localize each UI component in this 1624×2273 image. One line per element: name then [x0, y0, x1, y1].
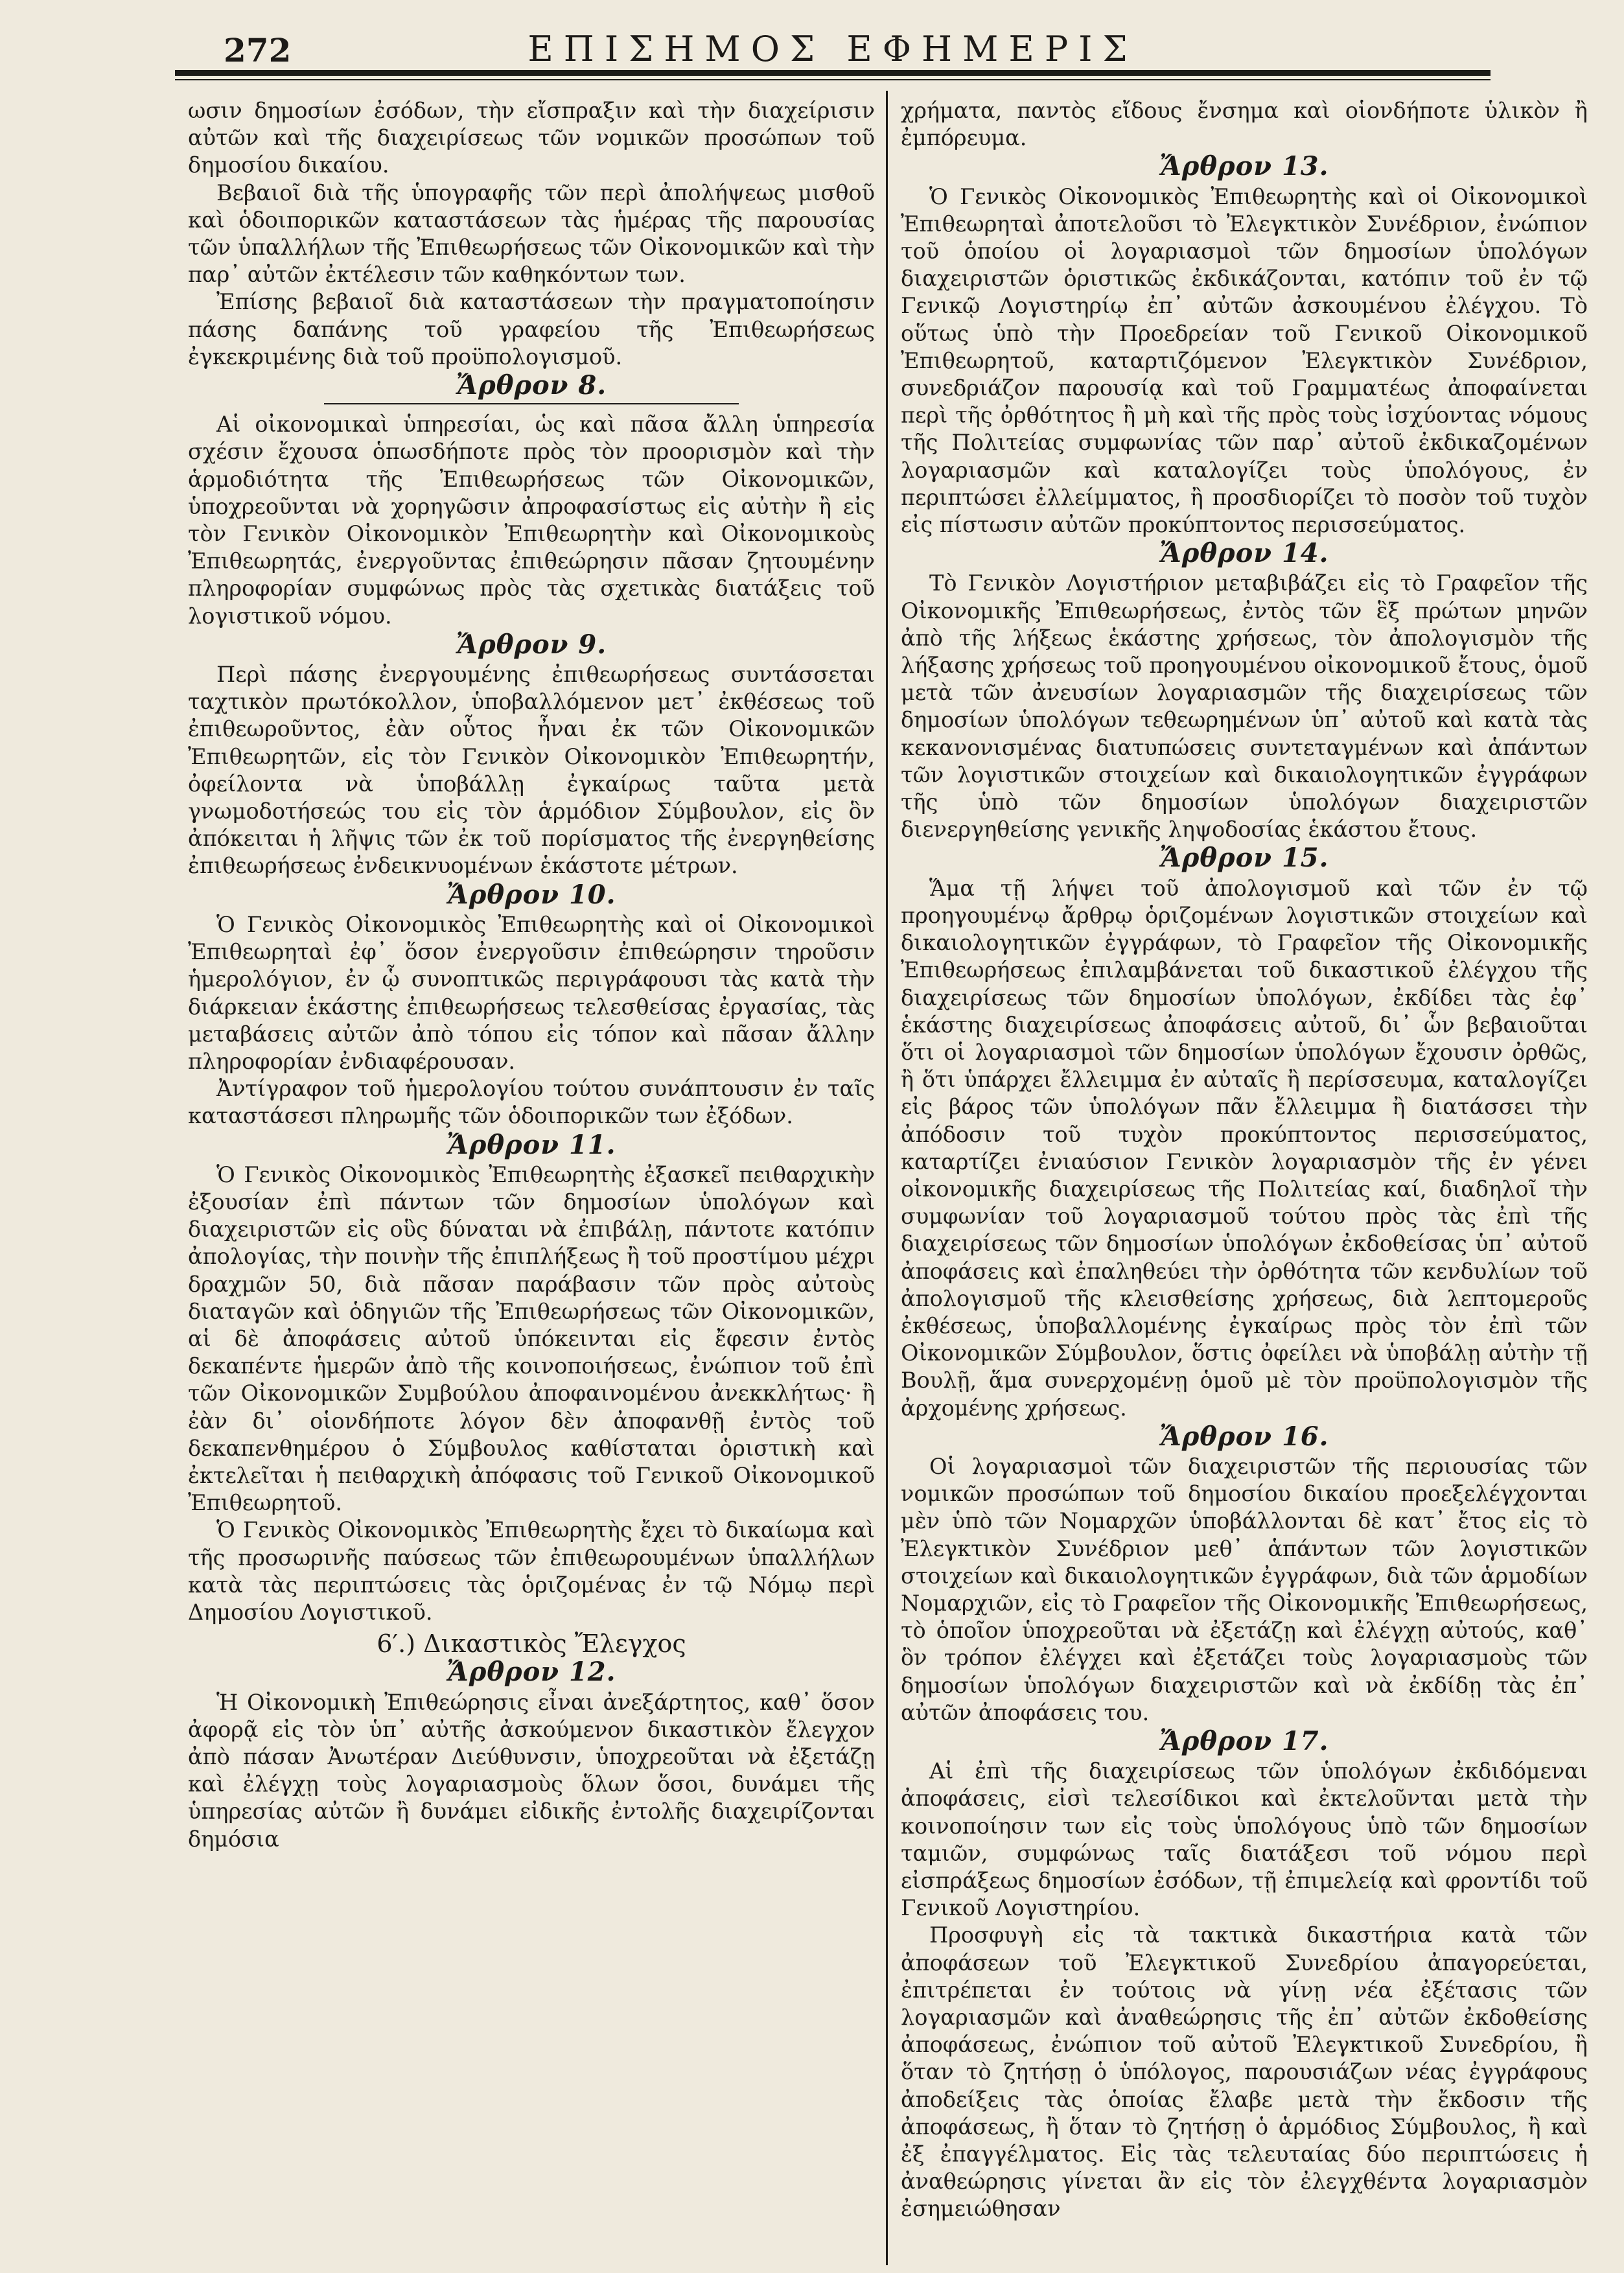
column-divider — [886, 91, 888, 2265]
paragraph: χρήματα, παντὸς εἴδους ἔνσημα καὶ οἱονδήποτε ὑλικὸν ἢ ἐμπόρευμα. — [901, 98, 1588, 151]
paragraph: Οἱ λογαριασμοὶ τῶν διαχειριστῶν τῆς περιουσίας τῶν νομικῶν προσώπων τοῦ δημοσίου δικαίου προεξελέγχονται μὲν ὑπὸ τῶν Νομαρχῶν ὑποβάλλονται δὲ κατ᾽ ἔτος εἰς τὸ Ἐλεγκτικὸν Συνέδριον μεθ᾽ ἁπάντων τῶν λογιστικῶν στοιχείων καὶ δικαιολογητικῶν ἐγγράφων, διὰ τῶν ἁρμοδίων Νομαρχιῶν, εἰς τὸ Γραφεῖον τῆς Οἰκονομικῆς Ἐπιθεωρήσεως, τὸ ὁποῖον ὑποχρεοῦται νὰ ἐξετάζῃ καὶ ἐλέγχῃ αὐτούς, καθ᾽ ὃν τρόπον ἐλέγχει καὶ ἐξετάζει τοὺς λογαριασμοὺς τῶν δημοσίων ὑπολόγων διαχειριστῶν καὶ νὰ ἐκδίδῃ τὰς ἐπ᾽ αὐτῶν ἀποφάσεις του. — [901, 1453, 1588, 1725]
paragraph: Ἐπίσης βεβαιοῖ διὰ καταστάσεων τὴν πραγματοποίησιν πάσης δαπάνης τοῦ γραφείου τῆς Ἐπιθεωρήσεως ἐγκεκριμένης διὰ τοῦ προϋπολογισμοῦ. — [188, 289, 875, 369]
article-rule — [324, 403, 739, 404]
article-heading-16: Ἄρθρον 16. — [1159, 1421, 1329, 1452]
paragraph: Τὸ Γενικὸν Λογιστήριον μεταβιβάζει εἰς τὸ Γραφεῖον τῆς Οἰκονομικῆς Ἐπιθεωρήσεως, ἐντὸς τῶν ἓξ πρώτων μηνῶν ἀπὸ τῆς λήξεως ἑκάστης χρήσεως, τὸν ἀπολογισμὸν τῆς λήξασης χρήσεως τοῦ προηγουμένου οἰκονομικοῦ ἔτους, ὁμοῦ μετὰ τῶν ἀνευσίων λογαριασμῶν τῆς διαχειρίσεως τῶν δημοσίων ὑπολόγων τεθεωρημένων ὑπ᾽ αὐτοῦ καὶ κατὰ τὰς κεκανονισμένας διατυπώσεις συντεταγμένων καὶ ἁπάντων τῶν λογιστικῶν στοιχείων καὶ δικαιολογητικῶν ἐγγράφων τῆς ὑπὸ τῶν δημοσίων ὑπολόγων διαχειριστῶν διενεργηθείσης γενικῆς ληψοδοσίας ἑκάστου ἔτους. — [901, 570, 1588, 843]
article-heading-17: Ἄρθρον 17. — [1159, 1725, 1329, 1756]
left-column — [188, 97, 875, 1853]
header-rule-thin — [175, 79, 1491, 80]
article-heading-12: Ἄρθρον 12. — [447, 1657, 616, 1688]
article-heading-11: Ἄρθρον 11. — [447, 1129, 616, 1160]
page-header — [175, 26, 1491, 71]
paragraph: Βεβαιοῖ διὰ τῆς ὑπογραφῆς τῶν περὶ ἀπολήψεως μισθοῦ καὶ ὁδοιπορικῶν καταστάσεων τὰς ἡμέρας τῆς παρουσίας τῶν ὑπαλλήλων τῆς Ἐπιθεωρήσεως τῶν Οἰκονομικῶν καὶ τὴν παρ᾽ αὐτῶν ἐκτέλεσιν τῶν καθηκόντων των. — [188, 180, 875, 288]
gazette-title: ΕΠΙΣΗΜΟΣ ΕΦΗΜΕΡΙΣ — [528, 29, 1138, 69]
paragraph: Ἀντίγραφον τοῦ ἡμερολογίου τούτου συνάπτουσιν ἐν ταῖς καταστάσεσι πληρωμῆς τῶν ὁδοιπορικῶν των ἐξόδων. — [188, 1076, 875, 1129]
article-heading-15: Ἄρθρον 15. — [1159, 843, 1329, 874]
article-heading-13: Ἄρθρον 13. — [1159, 151, 1329, 182]
header-rule — [175, 70, 1491, 76]
article-heading-10: Ἄρθρον 10. — [447, 879, 616, 910]
paragraph: Αἱ ἐπὶ τῆς διαχειρίσεως τῶν ὑπολόγων ἐκδιδόμεναι ἀποφάσεις, εἰσὶ τελεσίδικοι καὶ ἐκτελοῦνται μετὰ τὴν κοινοποίησιν των εἰς τοὺς ὑπολόγους ὑπὸ τῶν δημοσίων ταμιῶν, συμφώνως ταῖς διατάξεσι τοῦ νόμου περὶ εἰσπράξεως δημοσίων ἐσόδων, τῇ ἐπιμελείᾳ καὶ φροντίδι τοῦ Γενικοῦ Λογιστηρίου. — [901, 1758, 1588, 1921]
paragraph: Περὶ πάσης ἐνεργουμένης ἐπιθεωρήσεως συντάσσεται ταχτικὸν πρωτόκολλον, ὑποβαλλόμενον μετ᾽ ἐκθέσεως τοῦ ἐπιθεωροῦντος, ἐὰν οὗτος ἦναι ἐκ τῶν Οἰκονομικῶν Ἐπιθεωρητῶν, εἰς τὸν Γενικὸν Οἰκονομικὸν Ἐπιθεωρητήν, ὀφείλοντα νὰ ὑποβάλλῃ ἐγκαίρως ταῦτα μετὰ γνωμοδοτήσεώς του εἰς τὸν ἁρμόδιον Σύμβουλον, εἰς ὃν ἀπόκειται ἡ λῆψις τῶν ἐκ τοῦ πορίσματος τῆς ἐνεργηθείσης ἐπιθεωρήσεως ἐνδεικνυομένων ἑκάστοτε μέτρων. — [188, 662, 875, 879]
right-column — [901, 97, 1588, 2223]
paragraph: Ὁ Γενικὸς Οἰκονομικὸς Ἐπιθεωρητὴς ἐξασκεῖ πειθαρχικὴν ἐξουσίαν ἐπὶ πάντων τῶν δημοσίων ὑπολόγων καὶ διαχειριστῶν εἰς οὓς δύναται νὰ ἐπιβάλῃ, πάντοτε κατόπιν ἀπολογίας, τὴν ποινὴν τῆς ἐπιπλήξεως ἢ τοῦ προστίμου μέχρι δραχμῶν 50, διὰ πᾶσαν παράβασιν τῶν πρὸς αὐτοὺς διαταγῶν καὶ ὁδηγιῶν τῆς Ἐπιθεωρήσεως τῶν Οἰκονομικῶν, αἱ δὲ ἀποφάσεις αὐτοῦ ὑπόκεινται εἰς ἔφεσιν ἐντὸς δεκαπέντε ἡμερῶν ἀπὸ τῆς κοινοποιήσεως, ἐνώπιον τοῦ ἐπὶ τῶν Οἰκονομικῶν Συμβούλου ἀποφαινομένου ἀνεκκλήτως· ἢ ἐὰν δι᾽ οἱονδήποτε λόγον δὲν ἀποφανθῇ ἐντὸς τοῦ δεκαπενθημέρου ὁ Σύμβουλος καθίσταται ὁριστικὴ καὶ ἐκτελεῖται ἡ πειθαρχικὴ ἀπόφασις τοῦ Γενικοῦ Οἰκονομικοῦ Ἐπιθεωρητοῦ. — [188, 1161, 875, 1516]
paragraph: Προσφυγὴ εἰς τὰ τακτικὰ δικαστήρια κατὰ τῶν ἀποφάσεων τοῦ Ἐλεγκτικοῦ Συνεδρίου ἀπαγορεύεται, ἐπιτρέπεται ἐν τούτοις νὰ γίνῃ νέα ἐξέτασις τῶν λογαριασμῶν καὶ ἀναθεώρησις τῆς ἐπ᾽ αὐτῶν ἐκδοθείσης ἀποφάσεως, ἐνώπιον τοῦ αὐτοῦ Ἐλεγκτικοῦ Συνεδρίου, ἢ ὅταν τὸ ζητήσῃ ὁ ὑπόλογος, παρουσιάζων νέας ἐγγράφους ἀποδείξεις τὰς ὁποίας ἔλαβε μετὰ τὴν ἔκδοσιν τῆς ἀποφάσεως, ἢ ὅταν τὸ ζητήσῃ ὁ ἁρμόδιος Σύμβουλος, ἢ καὶ ἐξ ἐπαγγέλματος. Εἰς τὰς τελευταίας δύο περιπτώσεις ἡ ἀναθεώρησις γίνεται ἂν εἰς τὸν ἐλεγχθέντα λογαριασμὸν ἐσημειώθησαν — [901, 1922, 1588, 2222]
paragraph: Ὁ Γενικὸς Οἰκονομικὸς Ἐπιθεωρητὴς καὶ οἱ Οἰκονομικοὶ Ἐπιθεωρηταὶ ἀποτελοῦσι τὸ Ἐλεγκτικὸν Συνέδριον, ἐνώπιον τοῦ ὁποίου οἱ λογαριασμοὶ τῶν δημοσίων ὑπολόγων διαχειριστῶν ὁριστικῶς ἐκδικάζονται, κατόπιν τοῦ ἐν τῷ Γενικῷ Λογιστηρίῳ ἐπ᾽ αὐτῶν ἀσκουμένου ἐλέγχου. Τὸ οὕτως ὑπὸ τὴν Προεδρείαν τοῦ Γενικοῦ Οἰκονομικοῦ Ἐπιθεωρητοῦ, καταρτιζόμενον Ἐλεγκτικὸν Συνέδριον, συνεδριάζον παρουσίᾳ καὶ τοῦ Γραμματέως ἀποφαίνεται περὶ τῆς ὀρθότητος ἢ μὴ καὶ τῆς πρὸς τοὺς ἰσχύοντας νόμους τῆς Πολιτείας συμφωνίας τῶν παρ᾽ αὐτοῦ ἐκδικαζομένων λογαριασμῶν καὶ καταλογίζει τοὺς ὑπολόγους, ἐν περιπτώσει ἐλλείμματος, ἢ προσδιορίζει τὸ ποσὸν τοῦ τυχὸν εἰς πίστωσιν αὐτῶν προκύπτοντος περισσεύματος. — [901, 183, 1588, 538]
paragraph: ωσιν δημοσίων ἐσόδων, τὴν εἴσπραξιν καὶ τὴν διαχείρισιν αὐτῶν καὶ τῆς διαχειρίσεως τῶν νομικῶν προσώπων τοῦ δημοσίου δικαίου. — [188, 98, 875, 178]
paragraph: Ὁ Γενικὸς Οἰκονομικὸς Ἐπιθεωρητὴς ἔχει τὸ δικαίωμα καὶ τῆς προσωρινῆς παύσεως τῶν ἐπιθεωρουμένων ὑπαλλήλων κατὰ τὰς περιπτώσεις τὰς ὁριζομένας ἐν τῷ Νόμῳ περὶ Δημοσίου Λογιστικοῦ. — [188, 1517, 875, 1625]
paragraph: Ἅμα τῇ λήψει τοῦ ἀπολογισμοῦ καὶ τῶν ἐν τῷ προηγουμένῳ ἄρθρῳ ὁριζομένων λογιστικῶν στοιχείων καὶ δικαιολογητικῶν ἐγγράφων, τὸ Γραφεῖον τῆς Οἰκονομικῆς Ἐπιθεωρήσεως ἐπιλαμβάνεται τοῦ δικαστικοῦ ἐλέγχου τῆς διαχειρίσεως τῶν δημοσίων ὑπολόγων, ἐκδίδει τὰς ἐφ᾽ ἑκάστης διαχειρίσεως ἀποφάσεις αὐτοῦ, δι᾽ ὧν βεβαιοῦται ὅτι οἱ λογαριασμοὶ τῶν δημοσίων ὑπολόγων ἔχουσιν ὀρθῶς, ἢ ὅτι ὑπάρχει ἔλλειμμα ἐν αὐταῖς ἢ περίσσευμα, καταλογίζει εἰς βάρος τῶν ὑπολόγων πᾶν ἔλλειμμα ἢ διατάσσει τὴν ἀπόδοσιν τοῦ τυχὸν προκύπτοντος περισσεύματος, καταρτίζει ἐνιαύσιον Γενικὸν λογαριασμὸν τῆς ἐν γένει οἰκονομικῆς διαχειρίσεως τῆς Πολιτείας καί, διαδηλοῖ τὴν συμφωνίαν τοῦ λογαριασμοῦ τούτου πρὸς τὰς ἐπὶ τῆς διαχειρίσεως τῶν δημοσίων ὑπολόγων ἐκδοθείσας ὑπ᾽ αὐτοῦ ἀποφάσεις καὶ ἐπαληθεύει τὴν ὀρθότητα τῶν κενδυλίων τοῦ ἀπολογισμοῦ τῆς κλεισθείσης χρήσεως, διὰ λεπτομεροῦς ἐκθέσεως, ὑποβαλλομένης ἐγκαίρως πρὸς τὸν ἐπὶ τῶν Οἰκονομικῶν Σύμβουλον, ὅστις ὀφείλει νὰ ὑποβάλῃ αὐτὴν τῇ Βουλῇ, ἅμα συνερχομένῃ ὁμοῦ μὲ τὸν προϋπολογισμὸν τῆς ἀρχομένης χρήσεως. — [901, 875, 1588, 1421]
article-heading-14: Ἄρθρον 14. — [1159, 538, 1329, 569]
article-heading-9: Ἄρθρον 9. — [456, 629, 607, 660]
paragraph: Ἡ Οἰκονομικὴ Ἐπιθεώρησις εἶναι ἀνεξάρτητος, καθ᾽ ὅσον ἀφορᾷ εἰς τὸν ὑπ᾽ αὐτῆς ἀσκούμενον δικαστικὸν ἔλεγχον ἀπὸ πάσαν Ἀνωτέραν Διεύθυνσιν, ὑποχρεοῦται νὰ ἐξετάζῃ καὶ ἐλέγχῃ τοὺς λογαριασμοὺς ὅλων ὅσοι, δυνάμει τῆς ὑπηρεσίας αὐτῶν ἢ δυνάμει εἰδικῆς ἐντολῆς διαχειρίζονται δημόσια — [188, 1689, 875, 1852]
paragraph: Αἱ οἰκονομικαὶ ὑπηρεσίαι, ὡς καὶ πᾶσα ἄλλη ὑπηρεσία σχέσιν ἔχουσα ὁπωσδήποτε πρὸς τὸν προορισμὸν καὶ τὴν ἁρμοδιότητα τῆς Ἐπιθεωρήσεως τῶν Οἰκονομικῶν, ὑποχρεοῦνται νὰ χορηγῶσιν ἀπροφασίστως εἰς αὐτὴν ἢ εἰς τὸν Γενικὸν Οἰκονομικὸν Ἐπιθεωρητὴν καὶ Οἰκονομικοὺς Ἐπιθεωρητάς, ἐνεργοῦντας ἐπιθεώρησιν πᾶσαν ζητουμένην πληροφορίαν συμφώνως πρὸς τὰς σχετικὰς διατάξεις τοῦ λογιστικοῦ νόμου. — [188, 412, 875, 629]
page-number: 272 — [224, 31, 292, 69]
article-heading-8: Ἄρθρον 8. — [456, 370, 607, 401]
section-heading: 6′.) Δικαστικὸς Ἔλεγχος — [377, 1629, 686, 1659]
paragraph: Ὁ Γενικὸς Οἰκονομικὸς Ἐπιθεωρητὴς καὶ οἱ Οἰκονομικοὶ Ἐπιθεωρηταὶ ἐφ᾽ ὅσον ἐνεργοῦσιν ἐπιθεώρησιν τηροῦσιν ἡμερολόγιον, ἐν ᾧ συνοπτικῶς περιγράφουσι τὰς κατὰ τὴν διάρκειαν ἑκάστης ἐπιθεωρήσεως τελεσθείσας ἐργασίας, τὰς μεταβάσεις αὐτῶν ἀπὸ τόπου εἰς τόπον καὶ πᾶσαν ἄλλην πληροφορίαν ἐνδιαφέρουσαν. — [188, 911, 875, 1074]
